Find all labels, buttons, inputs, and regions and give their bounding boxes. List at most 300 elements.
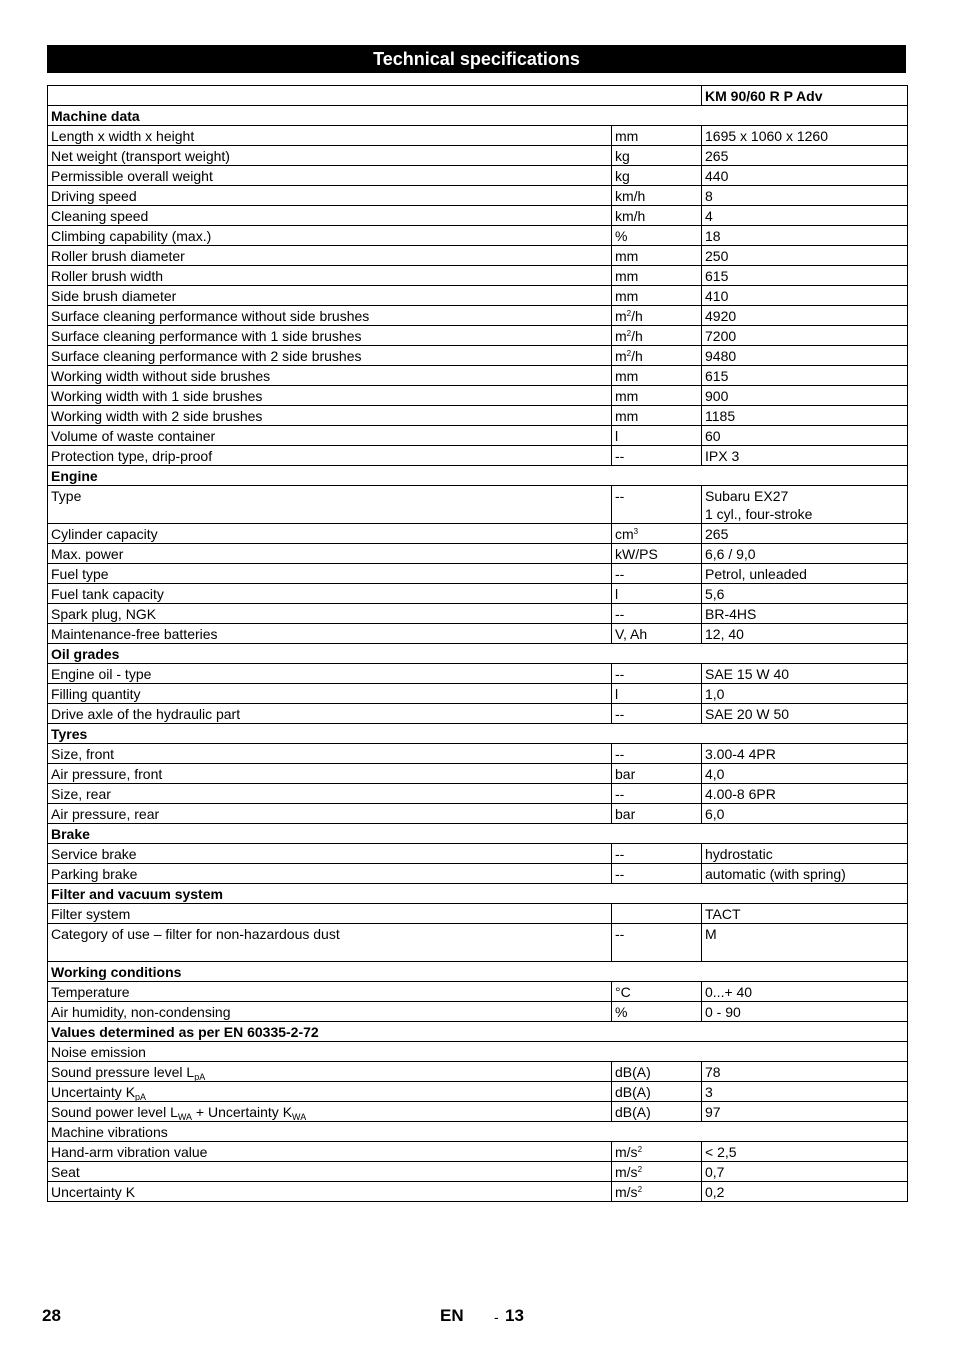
spec-label-cell: [48, 406, 612, 426]
spec-value-cell: [702, 206, 908, 226]
spec-value-cell: [702, 406, 908, 426]
spec-value-cell: [702, 604, 908, 624]
spec-label-cell: [48, 286, 612, 306]
spec-label: Category of use – filter for non-hazardous dust: [51, 926, 340, 942]
spec-unit-cell: [612, 1102, 702, 1122]
table-row: [48, 1142, 908, 1162]
spec-value: 97: [705, 1104, 721, 1120]
section-row: [48, 644, 908, 664]
spec-label-cell: [48, 266, 612, 286]
spec-unit: bar: [615, 806, 636, 822]
section-row: [48, 106, 908, 126]
section-row: [48, 824, 908, 844]
spec-value-cell: [702, 306, 908, 326]
spec-value: 615: [705, 268, 729, 284]
spec-label-cell: [48, 366, 612, 386]
spec-value: 900: [705, 388, 729, 404]
spec-unit: °C: [615, 984, 631, 1000]
spec-unit-cell: [612, 266, 702, 286]
spec-label: Fuel tank capacity: [51, 586, 164, 602]
spec-unit-cell: [612, 704, 702, 724]
spec-value: 250: [705, 248, 729, 264]
table-row: [48, 226, 908, 246]
spec-label: Surface cleaning performance with 2 side brushes: [51, 348, 362, 364]
spec-label: Engine oil - type: [51, 666, 152, 682]
spec-unit-cell: [612, 406, 702, 426]
spec-unit-cell: [612, 924, 702, 962]
spec-value: 0,7: [705, 1164, 725, 1180]
specifications-table: [47, 85, 908, 1202]
page-title: Technical specifications: [47, 45, 906, 73]
spec-value-cell: [702, 804, 908, 824]
table-row: [48, 1082, 908, 1102]
spec-value: 5,6: [705, 586, 725, 602]
spec-label: Seat: [51, 1164, 80, 1180]
spec-unit: m: [615, 308, 627, 324]
spec-value: 1185: [705, 408, 736, 424]
page-number-left: 28: [42, 1306, 61, 1325]
spec-label-cell: [48, 1082, 612, 1102]
model-name: KM 90/60 R P Adv: [702, 86, 908, 106]
spec-label: Working width with 2 side brushes: [51, 408, 263, 424]
spec-value: IPX 3: [705, 448, 740, 464]
spec-unit: %: [615, 1004, 628, 1020]
spec-label: Air pressure, front: [51, 766, 163, 782]
table-row: [48, 386, 908, 406]
spec-unit: kg: [615, 148, 630, 164]
spec-value-cell: [702, 326, 908, 346]
subsection-heading: Noise emission: [48, 1042, 908, 1062]
spec-label-cell: [48, 206, 612, 226]
spec-label-cell: [48, 684, 612, 704]
spec-value-cell: [702, 346, 908, 366]
spec-label-cell: [48, 306, 612, 326]
spec-unit: l: [615, 428, 619, 444]
spec-value: 0,2: [705, 1184, 725, 1200]
spec-unit-cell: [612, 604, 702, 624]
spec-unit-cell: [612, 346, 702, 366]
table-row: [48, 564, 908, 584]
spec-unit: l: [615, 686, 619, 702]
spec-label-cell: [48, 784, 612, 804]
spec-label-cell: [48, 524, 612, 544]
spec-label: Driving speed: [51, 188, 137, 204]
spec-unit-superscript: 2: [637, 1165, 643, 1174]
table-row: [48, 1162, 908, 1182]
spec-label: Sound pressure level L: [51, 1064, 195, 1080]
spec-unit: mm: [615, 288, 639, 304]
spec-label: Volume of waste container: [51, 428, 216, 444]
spec-label: Size, front: [51, 746, 115, 762]
spec-value-cell: [702, 744, 908, 764]
spec-label-cell: [48, 864, 612, 884]
table-row: [48, 306, 908, 326]
spec-value: Petrol, unleaded: [705, 566, 807, 582]
section-heading: Engine: [48, 466, 908, 486]
spec-label: Surface cleaning performance without side brushes: [51, 308, 370, 324]
spec-value-cell: [702, 764, 908, 784]
table-row: [48, 544, 908, 564]
spec-unit-cell: [612, 744, 702, 764]
spec-value: 3.00-4 4PR: [705, 746, 776, 762]
spec-unit-cell: [612, 326, 702, 346]
spec-label: Sound power level L: [51, 1104, 178, 1120]
spec-label-cell: [48, 1062, 612, 1082]
section-row: [48, 724, 908, 744]
table-row: [48, 844, 908, 864]
spec-label-cell: [48, 982, 612, 1002]
spec-value-cell: [702, 844, 908, 864]
spec-value-cell: [702, 704, 908, 724]
spec-label-cell: [48, 544, 612, 564]
spec-unit-cell: [612, 146, 702, 166]
spec-value: 8: [705, 188, 713, 204]
spec-value: 7200: [705, 328, 737, 344]
spec-unit-suffix: /h: [631, 328, 643, 344]
spec-value: SAE 15 W 40: [705, 666, 790, 682]
spec-unit: mm: [615, 248, 639, 264]
spec-label: Uncertainty K: [51, 1184, 136, 1200]
spec-label-cell: [48, 584, 612, 604]
table-row: [48, 266, 908, 286]
spec-label: Service brake: [51, 846, 137, 862]
spec-unit-cell: [612, 1082, 702, 1102]
table-row: [48, 166, 908, 186]
spec-value: SAE 20 W 50: [705, 706, 790, 722]
language-code: EN: [440, 1306, 464, 1325]
table-row: [48, 486, 908, 524]
spec-label: Permissible overall weight: [51, 168, 213, 184]
table-row: [48, 684, 908, 704]
spec-value: 265: [705, 148, 729, 164]
spec-unit-cell: [612, 904, 702, 924]
spec-unit-cell: [612, 166, 702, 186]
spec-label: Maintenance-free batteries: [51, 626, 218, 642]
section-row: [48, 466, 908, 486]
spec-value: 18: [705, 228, 721, 244]
spec-value: 615: [705, 368, 729, 384]
spec-label-subscript: pA: [135, 1092, 147, 1102]
header-blank-cell: [48, 86, 702, 106]
spec-label-cell: [48, 1002, 612, 1022]
spec-label: Temperature: [51, 984, 130, 1000]
spec-unit-cell: [612, 764, 702, 784]
spec-label-cell: [48, 744, 612, 764]
spec-unit: l: [615, 586, 619, 602]
spec-unit: V, Ah: [615, 626, 648, 642]
spec-unit: m/s: [615, 1164, 638, 1180]
spec-label-cell: [48, 844, 612, 864]
spec-label-cell: [48, 186, 612, 206]
table-row: [48, 326, 908, 346]
subsection-heading: Machine vibrations: [48, 1122, 908, 1142]
section-row: [48, 884, 908, 904]
spec-label-subscript: pA: [194, 1072, 206, 1082]
spec-label: Hand-arm vibration value: [51, 1144, 208, 1160]
spec-label: Spark plug, NGK: [51, 606, 157, 622]
spec-unit-superscript: 2: [626, 329, 632, 338]
spec-unit: kW/PS: [615, 546, 658, 562]
spec-label: Surface cleaning performance with 1 side brushes: [51, 328, 362, 344]
spec-label-cell: [48, 804, 612, 824]
spec-value: 4.00-8 6PR: [705, 786, 776, 802]
spec-value: 4920: [705, 308, 737, 324]
spec-label: Net weight (transport weight): [51, 148, 230, 164]
spec-label: Parking brake: [51, 866, 138, 882]
spec-label: Filter system: [51, 906, 131, 922]
spec-label-cell: [48, 326, 612, 346]
spec-label-cell: [48, 486, 612, 524]
spec-value-cell: [702, 1162, 908, 1182]
spec-label-cell: [48, 386, 612, 406]
spec-value-cell: [702, 1062, 908, 1082]
spec-label-cell: [48, 664, 612, 684]
spec-value-line2: 1 cyl., four-stroke: [705, 506, 813, 522]
spec-value: 0...+ 40: [705, 984, 753, 1000]
table-row: [48, 904, 908, 924]
spec-unit-suffix: /h: [631, 348, 643, 364]
spec-value: 410: [705, 288, 729, 304]
spec-value: 440: [705, 168, 729, 184]
table-row: [48, 426, 908, 446]
table-row: [48, 804, 908, 824]
spec-unit: km/h: [615, 188, 646, 204]
spec-unit-superscript: 2: [637, 1185, 643, 1194]
spec-value-cell: [702, 524, 908, 544]
spec-value: automatic (with spring): [705, 866, 846, 882]
table-row: [48, 704, 908, 724]
table-row: [48, 346, 908, 366]
spec-unit-superscript: 2: [637, 1145, 643, 1154]
table-row: [48, 186, 908, 206]
spec-unit-cell: [612, 226, 702, 246]
spec-unit-cell: [612, 624, 702, 644]
spec-value-cell: [702, 1002, 908, 1022]
spec-value: 0 - 90: [705, 1004, 741, 1020]
page-number-right: 13: [505, 1306, 524, 1325]
spec-label-cell: [48, 704, 612, 724]
spec-label: Working width without side brushes: [51, 368, 271, 384]
spec-value-cell: [702, 366, 908, 386]
spec-unit: --: [615, 566, 625, 582]
spec-unit: --: [615, 746, 625, 762]
spec-value: 6,0: [705, 806, 725, 822]
spec-label-cell: [48, 246, 612, 266]
table-row: [48, 126, 908, 146]
spec-label-cell: [48, 146, 612, 166]
table-row: [48, 1182, 908, 1202]
table-row: [48, 1002, 908, 1022]
spec-unit: --: [615, 606, 625, 622]
spec-unit-cell: [612, 844, 702, 864]
spec-unit: --: [615, 448, 625, 464]
spec-label-cell: [48, 764, 612, 784]
spec-label-subscript: WA: [177, 1112, 193, 1122]
spec-value-cell: [702, 186, 908, 206]
spec-unit-cell: [612, 1182, 702, 1202]
spec-unit-cell: [612, 784, 702, 804]
spec-unit: km/h: [615, 208, 646, 224]
spec-label-cell: [48, 604, 612, 624]
table-row: [48, 924, 908, 962]
section-heading: Filter and vacuum system: [48, 884, 908, 904]
spec-unit-cell: [612, 1142, 702, 1162]
spec-label: Protection type, drip-proof: [51, 448, 213, 464]
table-row: [48, 366, 908, 386]
spec-unit-superscript: 2: [626, 309, 632, 318]
spec-unit-cell: [612, 804, 702, 824]
spec-value: 4: [705, 208, 713, 224]
subsection-row: [48, 1042, 908, 1062]
spec-label-cell: [48, 1142, 612, 1162]
spec-value: M: [705, 926, 717, 942]
spec-label: Working width with 1 side brushes: [51, 388, 263, 404]
table-row: [48, 664, 908, 684]
spec-unit: dB(A): [615, 1084, 651, 1100]
spec-unit-cell: [612, 366, 702, 386]
spec-unit-cell: [612, 186, 702, 206]
spec-label-cell: [48, 924, 612, 962]
table-row: [48, 146, 908, 166]
spec-value: 9480: [705, 348, 737, 364]
spec-unit: dB(A): [615, 1064, 651, 1080]
spec-value: < 2,5: [705, 1144, 737, 1160]
spec-label: Roller brush width: [51, 268, 164, 284]
spec-unit-cell: [612, 446, 702, 466]
spec-unit-cell: [612, 246, 702, 266]
spec-unit: %: [615, 228, 628, 244]
spec-label: Climbing capability (max.): [51, 228, 212, 244]
spec-unit: bar: [615, 766, 636, 782]
table-row: [48, 1062, 908, 1082]
table-row: [48, 604, 908, 624]
spec-value-cell: [702, 1182, 908, 1202]
spec-unit: m/s: [615, 1144, 638, 1160]
spec-value-cell: [702, 904, 908, 924]
spec-label: Fuel type: [51, 566, 109, 582]
spec-value-cell: [702, 624, 908, 644]
section-heading: Tyres: [48, 724, 908, 744]
spec-label: Max. power: [51, 546, 124, 562]
spec-value-cell: [702, 864, 908, 884]
spec-unit-cell: [612, 564, 702, 584]
table-row: [48, 1102, 908, 1122]
spec-value-cell: [702, 564, 908, 584]
spec-unit-cell: [612, 306, 702, 326]
spec-label-cell: [48, 346, 612, 366]
spec-unit: kg: [615, 168, 630, 184]
spec-label-cell: [48, 226, 612, 246]
spec-unit-cell: [612, 1162, 702, 1182]
section-heading: Machine data: [48, 106, 908, 126]
model-header-row: [48, 86, 908, 106]
section-row: [48, 962, 908, 982]
spec-value-cell: [702, 426, 908, 446]
spec-unit-cell: [612, 864, 702, 884]
page-separator: -: [494, 1309, 499, 1325]
spec-unit: --: [615, 926, 625, 942]
spec-unit: --: [615, 488, 625, 504]
spec-unit-cell: [612, 544, 702, 564]
spec-label-cell: [48, 904, 612, 924]
spec-value-cell: [702, 1082, 908, 1102]
spec-unit-cell: [612, 684, 702, 704]
spec-unit: --: [615, 866, 625, 882]
spec-value: 1,0: [705, 686, 725, 702]
spec-unit: m/s: [615, 1184, 638, 1200]
spec-unit-suffix: /h: [631, 308, 643, 324]
section-heading: Brake: [48, 824, 908, 844]
spec-unit-cell: [612, 206, 702, 226]
spec-label: Air humidity, non-condensing: [51, 1004, 231, 1020]
section-heading: Values determined as per EN 60335-2-72: [48, 1022, 908, 1042]
spec-label-cell: [48, 446, 612, 466]
spec-label: Drive axle of the hydraulic part: [51, 706, 241, 722]
spec-value-cell: [702, 386, 908, 406]
spec-label: Uncertainty K: [51, 1084, 136, 1100]
spec-unit-superscript: 2: [626, 349, 632, 358]
table-row: [48, 246, 908, 266]
spec-value-cell: [702, 684, 908, 704]
spec-value-cell: [702, 784, 908, 804]
spec-label-cell: [48, 1102, 612, 1122]
table-row: [48, 524, 908, 544]
spec-unit: dB(A): [615, 1104, 651, 1120]
spec-unit: mm: [615, 128, 639, 144]
spec-label-subscript: WA: [292, 1112, 307, 1122]
table-row: [48, 764, 908, 784]
spec-unit: --: [615, 846, 625, 862]
spec-value-cell: [702, 1102, 908, 1122]
specifications-body: [48, 86, 908, 1202]
spec-value: 60: [705, 428, 721, 444]
spec-value-cell: [702, 1142, 908, 1162]
table-row: [48, 446, 908, 466]
spec-value-cell: [702, 446, 908, 466]
spec-unit-cell: [612, 286, 702, 306]
spec-value: BR-4HS: [705, 606, 757, 622]
table-row: [48, 864, 908, 884]
spec-unit-cell: [612, 486, 702, 524]
spec-value-cell: [702, 286, 908, 306]
table-row: [48, 286, 908, 306]
spec-value-cell: [702, 246, 908, 266]
spec-unit-cell: [612, 126, 702, 146]
spec-unit-cell: [612, 982, 702, 1002]
spec-unit-cell: [612, 426, 702, 446]
spec-value-cell: [702, 126, 908, 146]
spec-value-cell: [702, 924, 908, 962]
spec-unit-superscript: 3: [633, 527, 639, 536]
spec-unit: mm: [615, 268, 639, 284]
section-heading: Oil grades: [48, 644, 908, 664]
spec-value-cell: [702, 146, 908, 166]
spec-label-continued: + Uncertainty K: [192, 1104, 293, 1120]
spec-unit: m: [615, 328, 627, 344]
spec-unit-cell: [612, 1002, 702, 1022]
spec-value: 1695 x 1060 x 1260: [705, 128, 828, 144]
spec-unit: mm: [615, 408, 639, 424]
spec-value: 78: [705, 1064, 721, 1080]
spec-unit-cell: [612, 524, 702, 544]
spec-label: Side brush diameter: [51, 288, 177, 304]
spec-label-cell: [48, 126, 612, 146]
spec-value-cell: [702, 226, 908, 246]
spec-value: 3: [705, 1084, 713, 1100]
spec-value-cell: [702, 584, 908, 604]
table-row: [48, 584, 908, 604]
section-row: [48, 1022, 908, 1042]
